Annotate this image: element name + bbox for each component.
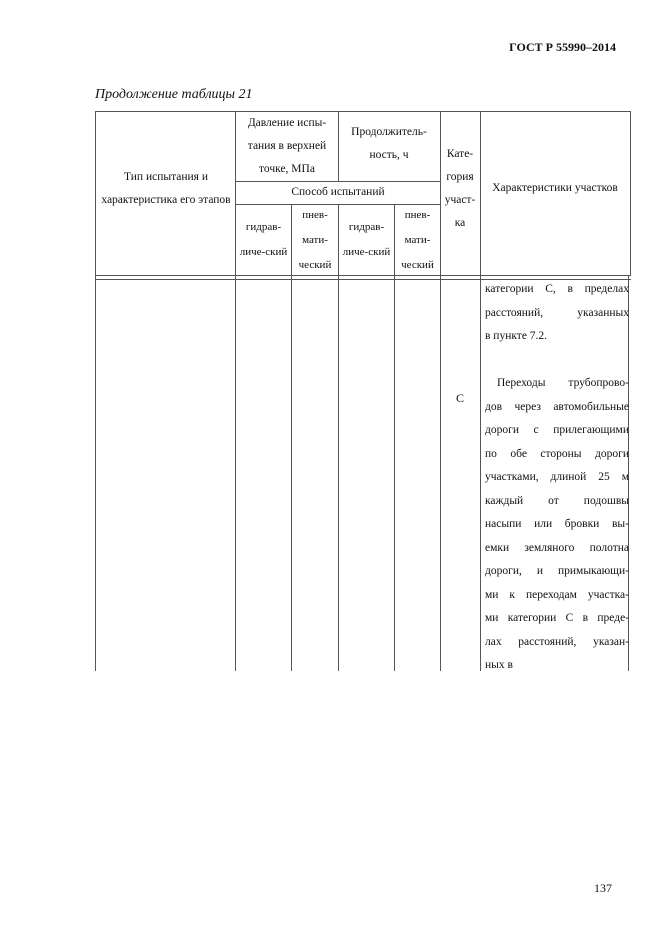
characteristics-line: участками, длиной 25 м xyxy=(485,471,629,483)
document-code: ГОСТ Р 55990–2014 xyxy=(509,40,616,54)
subheader-pneumatic-pressure: пнев-мати-ческий xyxy=(298,208,332,271)
characteristics-line: дороги, и примыкающи- xyxy=(485,565,629,577)
page-number: 137 xyxy=(594,881,612,895)
subheader-hydraulic-duration: гидрав-личе-ский xyxy=(342,221,391,258)
header-test-method: Способ испытаний xyxy=(291,186,385,198)
subheader-hydraulic-pressure: гидрав-личе-ский xyxy=(239,221,288,258)
characteristics-line: емки земляного полотна xyxy=(485,541,629,554)
characteristics-line: ных в xyxy=(485,659,513,671)
characteristics-line: ми к переходам участка- xyxy=(485,588,629,601)
header-duration: Продолжитель-ность, ч xyxy=(351,125,427,161)
characteristics-text xyxy=(485,278,629,678)
characteristics-line: дороги с прилегающими xyxy=(485,424,629,436)
table-left-border xyxy=(95,111,96,671)
characteristics-line: лах расстояний, указан- xyxy=(485,635,629,648)
header-pressure: Давление испы-тания в верхней точке, МПа xyxy=(247,116,327,175)
characteristics-line: по обе стороны дороги xyxy=(485,447,629,460)
table-top-border xyxy=(95,111,631,112)
characteristics-line: Переходы трубопрово- xyxy=(497,377,629,389)
data-table xyxy=(95,111,631,671)
category-value: С xyxy=(455,391,464,405)
characteristics-line: ми категории С в преде- xyxy=(485,612,629,624)
header-characteristics: Характеристики участков xyxy=(492,182,618,194)
characteristics-line: расстояний, указанных xyxy=(485,306,629,319)
table-caption: Продолжение таблицы 21 xyxy=(95,87,253,102)
header-category: Кате-гория участ-ка xyxy=(444,147,476,229)
characteristics-line: дов через автомобильные xyxy=(485,400,629,413)
table-right-border xyxy=(630,111,631,276)
characteristics-line: каждый от подошвы xyxy=(485,494,629,507)
header-test-type: Тип испытания и характеристика его этапов xyxy=(101,170,231,206)
characteristics-line: в пункте 7.2. xyxy=(485,330,548,342)
characteristics-line: насыпи или бровки вы- xyxy=(485,518,629,530)
characteristics-line: категории С, в пределах xyxy=(485,283,629,295)
subheader-pneumatic-duration: пнев-мати-ческий xyxy=(401,208,434,271)
col-divider-3 xyxy=(338,111,339,181)
